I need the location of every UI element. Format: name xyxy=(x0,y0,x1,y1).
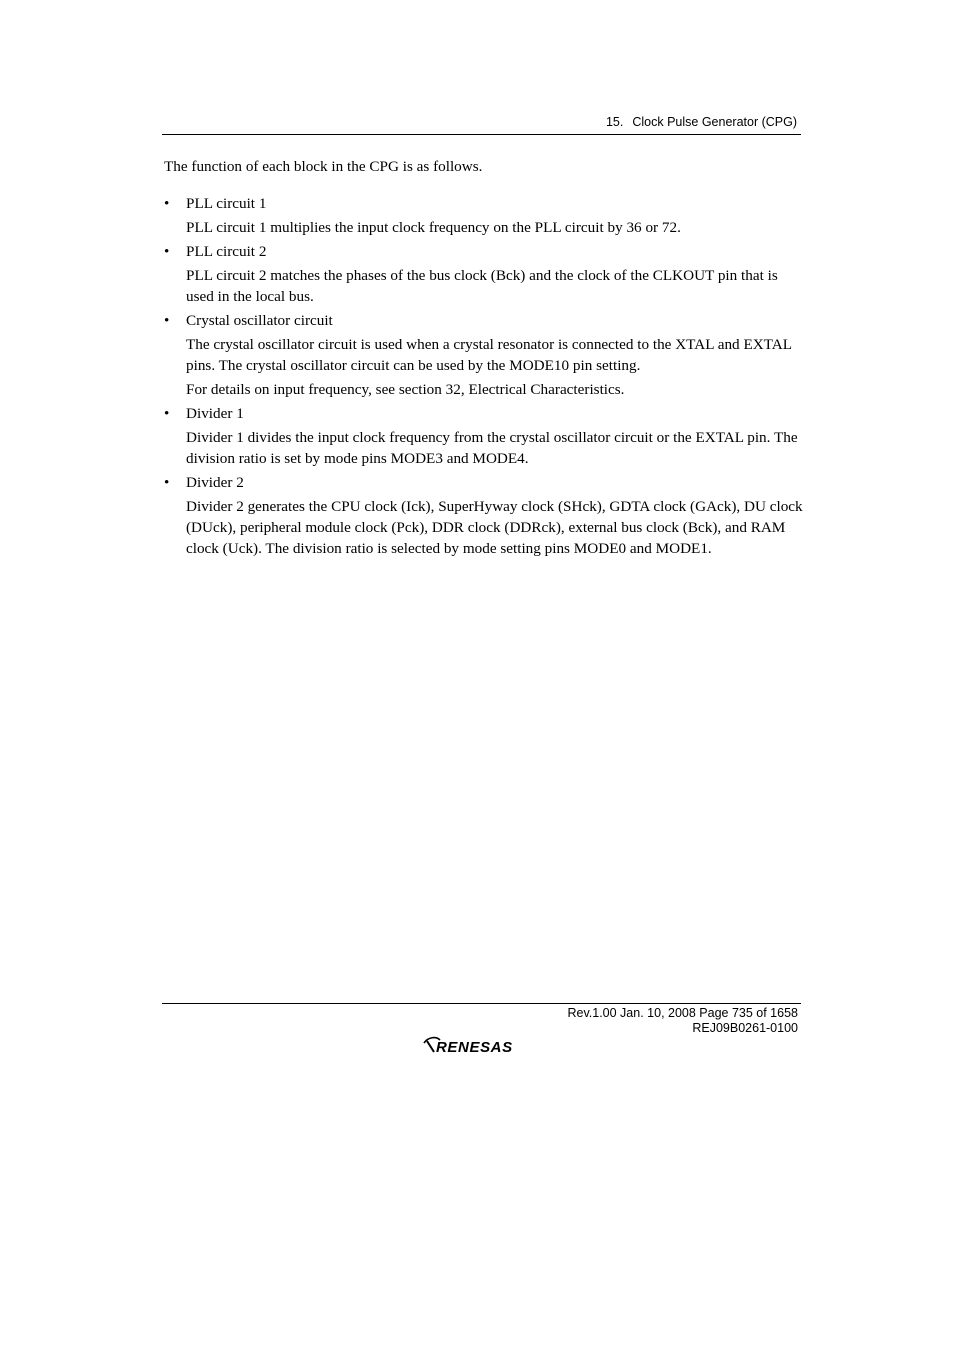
list-item-title: Divider 1 xyxy=(186,405,244,422)
list-item-pll-circuit-1 xyxy=(164,193,804,238)
list-item-divider-1 xyxy=(164,403,804,469)
block-function-list xyxy=(164,193,804,559)
list-item-description: PLL circuit 1 multiplies the input clock frequency on the PLL circuit by 36 or 72. xyxy=(186,219,681,236)
list-item-crystal-oscillator xyxy=(164,310,804,400)
list-item-divider-2 xyxy=(164,472,804,559)
list-item-note: For details on input frequency, see section 32, Electrical Characteristics. xyxy=(186,381,625,398)
list-item-description: Divider 1 divides the input clock frequency from the crystal oscillator circuit or the EXTAL pin. The division ratio is set by mode pins MODE3 and MODE4. xyxy=(186,429,798,467)
list-item-title: PLL circuit 1 xyxy=(186,195,267,212)
bullet-icon: • xyxy=(164,312,170,329)
list-item-title: Crystal oscillator circuit xyxy=(186,312,333,329)
section-title: Clock Pulse Generator (CPG) xyxy=(632,115,797,129)
bullet-icon: • xyxy=(164,195,170,212)
section-number: 15. xyxy=(605,115,624,129)
bullet-icon: • xyxy=(164,405,170,422)
list-item-description: Divider 2 generates the CPU clock (Ick), SuperHyway clock (SHck), GDTA clock (GAck), DU clock (DUck), peripheral module clock (Pck), DDR clock (DDRck), external bus clock (Bck), and RAM clock (Uck). The division ratio is selected by mode setting pins MODE0 and MODE1. xyxy=(186,498,803,557)
list-item-title: PLL circuit 2 xyxy=(186,243,267,260)
list-item-title: Divider 2 xyxy=(186,474,244,491)
document-number: REJ09B0261-0100 xyxy=(692,1021,798,1035)
list-item-description: PLL circuit 2 matches the phases of the bus clock (Bck) and the clock of the CLKOUT pin that is used in the local bus. xyxy=(186,267,778,305)
page-body xyxy=(164,156,804,562)
list-item-pll-circuit-2 xyxy=(164,241,804,307)
list-item-description: The crystal oscillator circuit is used when a crystal resonator is connected to the XTAL and EXTAL pins. The crystal oscillator circuit can be used by the MODE10 pin setting. xyxy=(186,336,792,374)
running-header xyxy=(606,115,797,129)
renesas-logo-icon xyxy=(422,1031,542,1059)
header-rule xyxy=(162,134,801,135)
intro-paragraph: The function of each block in the CPG is as follows. xyxy=(164,158,483,175)
bullet-icon: • xyxy=(164,243,170,260)
logo-wordmark: RENESAS xyxy=(436,1039,513,1056)
bullet-icon: • xyxy=(164,474,170,491)
footer-rule xyxy=(162,1003,801,1004)
revision-info: Rev.1.00 Jan. 10, 2008 Page 735 of 1658 xyxy=(567,1006,798,1020)
